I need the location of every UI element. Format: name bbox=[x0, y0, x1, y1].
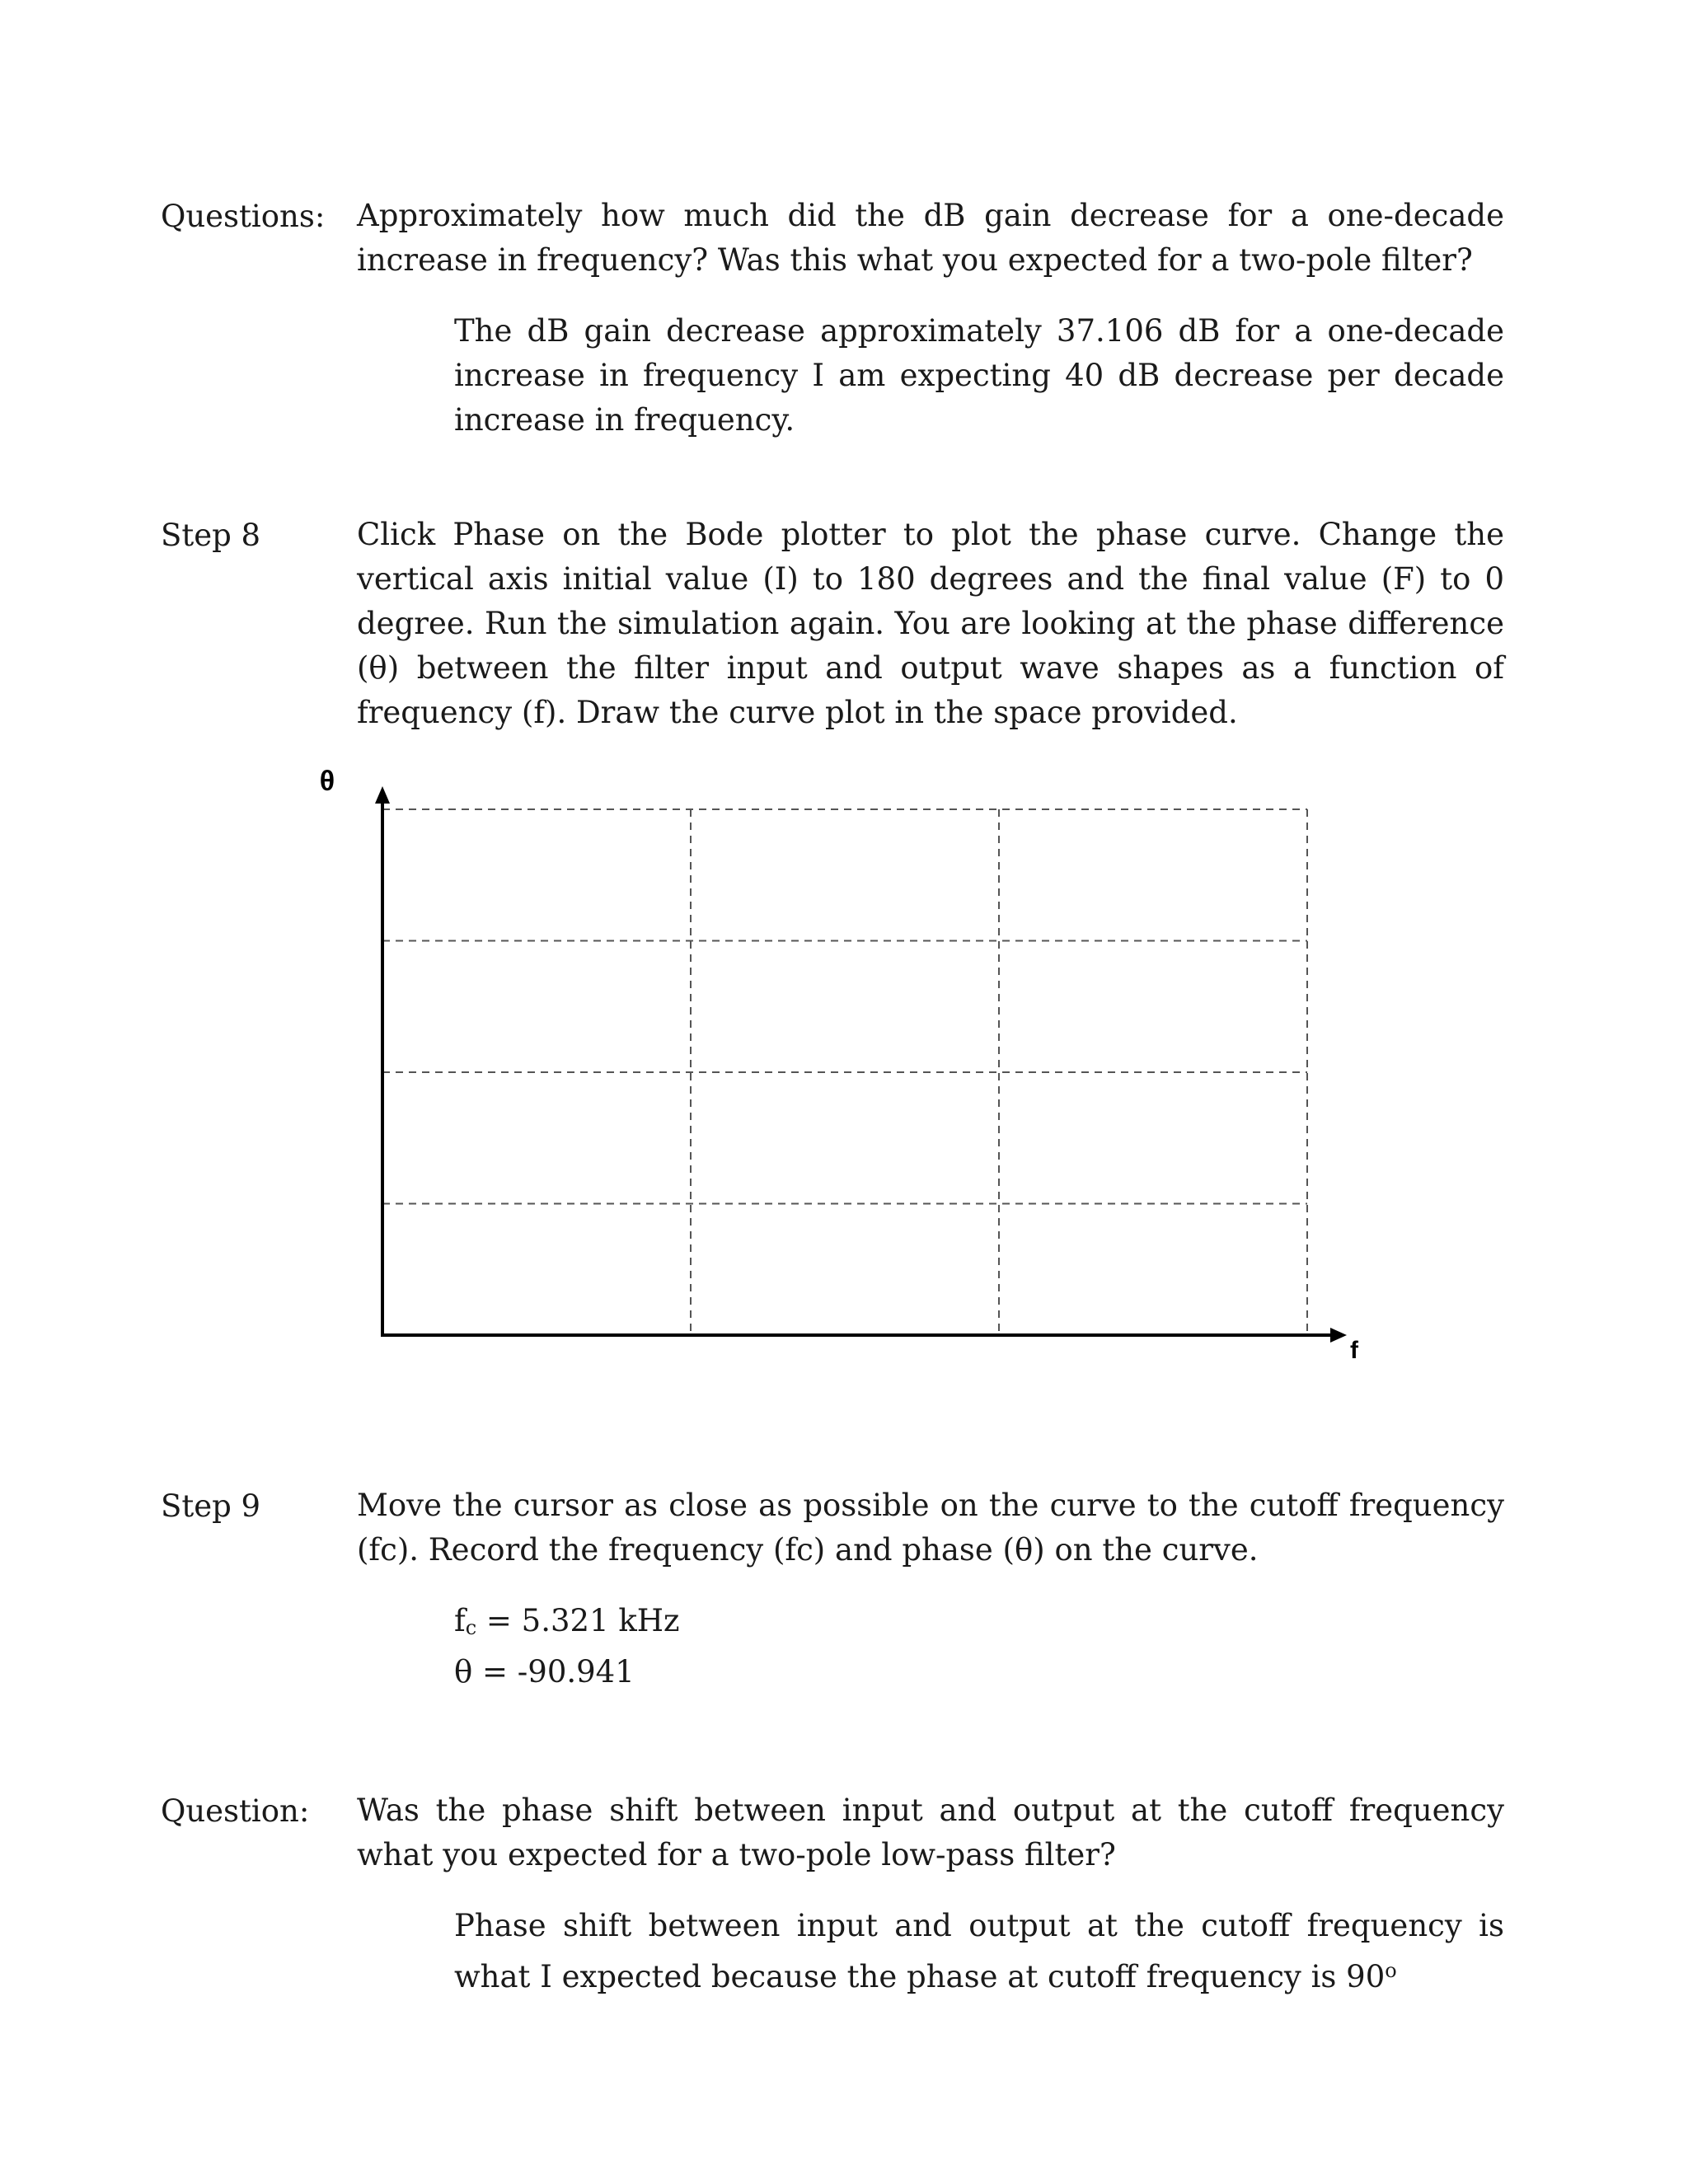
step9-label: Step 9 bbox=[161, 1488, 261, 1524]
phase-plot bbox=[305, 766, 1376, 1385]
y-axis-label: θ bbox=[319, 766, 335, 797]
question-text: Was the phase shift between input and output at the cutoff frequency what you expected for a two-pole low-pass filter? bbox=[357, 1793, 1504, 1872]
x-axis-label: f bbox=[1350, 1337, 1358, 1364]
phase-plot-svg bbox=[305, 766, 1376, 1385]
degree-superscript: o bbox=[1385, 1959, 1397, 1982]
step9-section bbox=[161, 1483, 1504, 1698]
questions-answer: The dB gain decrease approximately 37.106 dB for a one-decade increase in frequency I am expecting 40 dB decrease per decade increase in frequency. bbox=[454, 313, 1504, 438]
step8-section bbox=[161, 513, 1504, 743]
y-axis-arrowhead bbox=[375, 786, 390, 804]
step8-label: Step 8 bbox=[161, 518, 261, 553]
question-label: Question: bbox=[161, 1793, 310, 1829]
question-answer bbox=[454, 1904, 1504, 1999]
questions-label: Questions: bbox=[161, 199, 326, 234]
grid-lines bbox=[382, 809, 1307, 1335]
step8-text: Click Phase on the Bode plotter to plot the phase curve. Change the vertical axis initial value (I) to 180 degrees and the final value (F) to 0 degree. Run the simulation again. You are looking at the phase difference (θ) between the filter input and output wave shapes as a function of frequency (f). Draw the curve plot in the space provided. bbox=[357, 517, 1504, 730]
step9-text: Move the cursor as close as possible on the curve to the cutoff frequency (fc). Record the frequency (fc) and phase (θ) on the curve. bbox=[357, 1488, 1504, 1568]
x-axis-arrowhead bbox=[1330, 1328, 1347, 1343]
fc-value: = 5.321 kHz bbox=[485, 1603, 680, 1638]
questions-text: Approximately how much did the dB gain decrease for a one-decade increase in frequency? Was this what you expected for a two-pole filter? bbox=[357, 198, 1504, 278]
question-section bbox=[161, 1788, 1504, 2003]
theta-line: θ = -90.941 bbox=[454, 1654, 635, 1690]
questions-section bbox=[161, 194, 1504, 466]
fc-line bbox=[454, 1599, 1504, 1650]
fc-subscript: c bbox=[465, 1616, 477, 1639]
fc-symbol: f bbox=[454, 1603, 466, 1638]
step9-answer bbox=[454, 1599, 1504, 1694]
question-answer-text: Phase shift between input and output at the cutoff frequency is what I expected because the phase at cutoff frequency is 90 bbox=[454, 1908, 1504, 1994]
